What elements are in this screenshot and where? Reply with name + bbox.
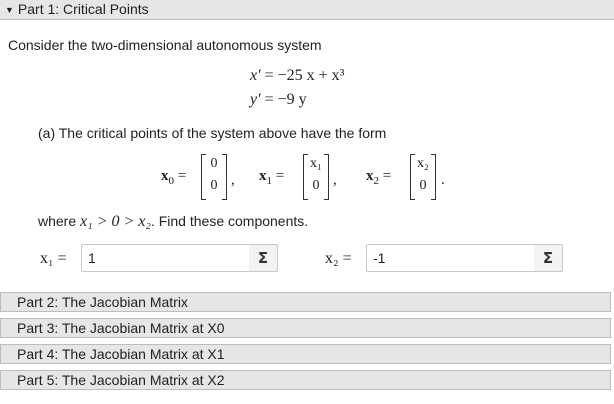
answer-x1-label: x₁ =	[40, 250, 67, 267]
vector-x1-bottom: 0	[312, 178, 320, 193]
vector-x0-bottom: 0	[210, 178, 218, 193]
where-text: where x₁ > 0 > x₂. Find these components.	[38, 213, 309, 230]
vector-x0	[201, 154, 227, 200]
vector-x2-top: x₂	[417, 156, 429, 171]
equation-x-lhs: x′	[250, 67, 261, 84]
vector-x1-label: $x_1$ =	[259, 168, 285, 187]
part1-title: Part 1: Critical Points	[17, 1, 149, 17]
part5-header[interactable]	[0, 370, 611, 390]
vector-x0-label: $x_0$ =	[161, 168, 187, 187]
part3-header[interactable]	[0, 318, 611, 338]
vector-x1-sep: ,	[333, 172, 337, 188]
vector-x0-sep: ,	[231, 172, 235, 188]
equation-y-rhs: = −9 y	[264, 91, 307, 108]
part4-title: Part 4: The Jacobian Matrix at X1	[17, 346, 225, 362]
vector-x2	[410, 154, 436, 200]
intro-text: Consider the two-dimensional autonomous system	[8, 37, 322, 53]
answer-x2-label: x₂ =	[325, 250, 352, 267]
answer-x2-input[interactable]	[366, 244, 535, 272]
part2-title: Part 2: The Jacobian Matrix	[17, 294, 188, 310]
vector-x1-top: x₁	[310, 156, 322, 171]
vector-x1	[303, 154, 329, 200]
sigma-icon[interactable]: Σ	[249, 244, 278, 272]
part2-header[interactable]	[0, 292, 611, 312]
critical-point-vectors	[161, 154, 461, 200]
equation-y	[250, 91, 307, 109]
vector-x0-top: 0	[210, 156, 218, 171]
part1-body	[0, 21, 614, 287]
vector-x2-label: $x_2$ =	[366, 168, 392, 187]
vector-x2-sep: .	[441, 172, 445, 188]
question-a: (a) The critical points of the system above have the form	[38, 125, 387, 141]
answer-x1-input[interactable]	[81, 244, 250, 272]
equation-x	[250, 67, 344, 85]
part5-title: Part 5: The Jacobian Matrix at X2	[17, 372, 225, 388]
equation-y-lhs: y′	[250, 91, 261, 108]
part4-header[interactable]	[0, 344, 611, 364]
sigma-icon[interactable]: Σ	[534, 244, 563, 272]
where-inequality: x₁ > 0 > x₂	[80, 213, 151, 230]
part3-title: Part 3: The Jacobian Matrix at X0	[17, 320, 225, 336]
equation-x-rhs: = −25 x + x³	[264, 67, 345, 84]
collapse-triangle-icon[interactable]: ▼	[5, 5, 14, 15]
part1-header[interactable]	[0, 0, 614, 20]
vector-x2-bottom: 0	[419, 178, 427, 193]
